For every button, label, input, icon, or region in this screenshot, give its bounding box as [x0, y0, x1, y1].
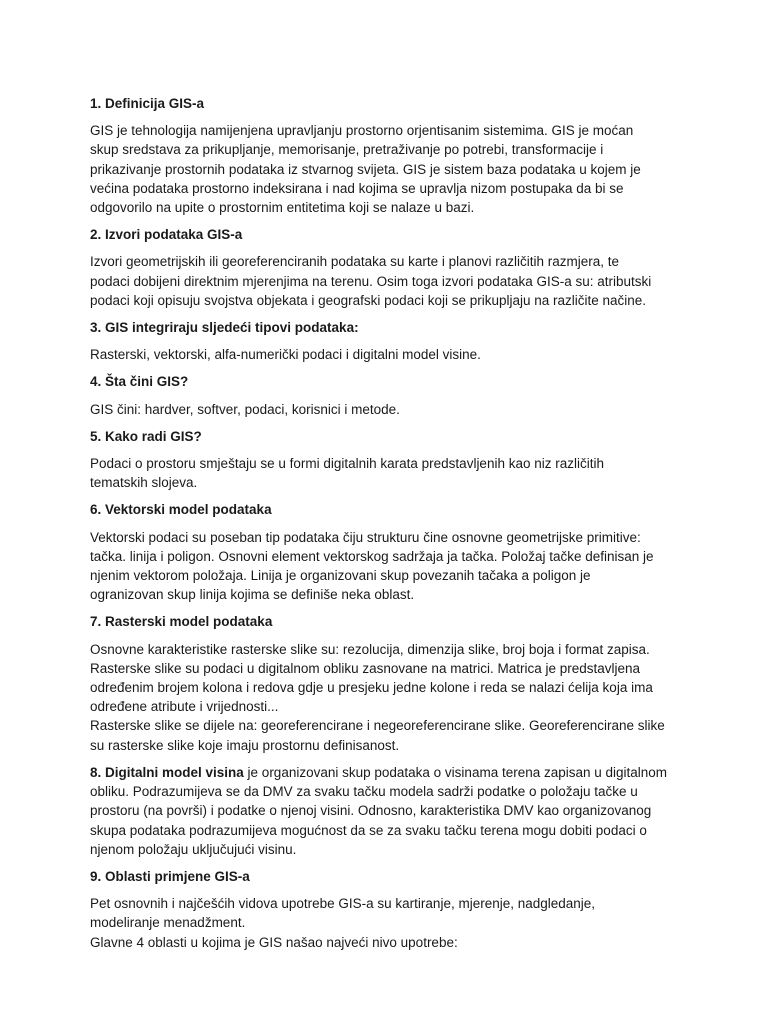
paragraph-text: je organizovani skup podataka o visinama terena zapisan u digitalnom: [243, 764, 668, 780]
paragraph-line: Vektorski podaci su poseban tip podataka čiju strukturu čine osnovne geometrijske primitive:: [90, 529, 641, 545]
section-paragraph: [90, 894, 690, 952]
paragraph-line: Osnovne karakteristike rasterske slike su: rezolucija, dimenzija slike, broj boja i format zapisa.: [90, 641, 650, 657]
paragraph-line: tematskih slojeva.: [90, 475, 198, 491]
section-heading: 4. Šta čini GIS?: [90, 374, 189, 390]
paragraph-line: skupa podataka podrazumijeva mogućnost da se za svaku tačku terena mogu dobiti podaci o: [90, 822, 647, 838]
section-heading: 7. Rasterski model podataka: [90, 614, 273, 630]
paragraph-line: određenim brojem kolona i redova gdje u presjeku jedne kolone i reda se nalazi ćelija koja ima: [90, 680, 653, 696]
paragraph-line: [90, 763, 690, 782]
paragraph-line: skup sredstava za prikupljanje, memorisanje, pretraživanje po potrebi, transformacije i: [90, 142, 604, 158]
section-paragraph: [90, 528, 690, 605]
paragraph-line: odgovorilo na upite o prostornim entitetima koji se nalaze u bazi.: [90, 200, 475, 216]
section-paragraph: [90, 121, 690, 217]
paragraph-line: podaci koji opisuju svojstva objekata i geografski podaci koji se prikupljaju na različite načine.: [90, 292, 647, 308]
paragraph-line: Rasterske slike se dijele na: georeferencirane i negeoreferencirane slike. Georeferencirane slike: [90, 718, 665, 734]
section-paragraph: [90, 345, 690, 364]
paragraph-line: prostoru (na površi) i podatke o njenoj visini. Odnosno, karakteristika DMV kao organizovanog: [90, 803, 652, 819]
paragraph-line: Izvori geometrijskih ili georeferenciranih podataka su karte i planovi različitih razmjera, te: [90, 254, 619, 270]
paragraph-line: podaci dobijeni direktnim mjerenjima na terenu. Osim toga izvori podataka GIS-a su: atributski: [90, 273, 652, 289]
section-heading: 5. Kako radi GIS?: [90, 428, 202, 444]
section-heading: 6. Vektorski model podataka: [90, 502, 272, 518]
paragraph-line: određene atribute i vrijednosti...: [90, 699, 279, 715]
section-paragraph: [90, 640, 690, 755]
section-paragraph: [90, 400, 690, 419]
paragraph-line: tačka. linija i poligon. Osnovni element vektorskog sadržaja ja tačka. Položaj tačke definisan je: [90, 548, 654, 564]
paragraph-line: Pet osnovnih i najčešćih vidova upotrebe GIS-a su kartiranje, mjerenje, nadgledanje,: [90, 896, 596, 912]
paragraph-line: su rasterske slike koje imaju prostornu definisanost.: [90, 737, 400, 753]
section-paragraph: [90, 454, 690, 492]
paragraph-line: Glavne 4 oblasti u kojima je GIS našao najveći nivo upotrebe:: [90, 934, 458, 950]
section-heading: 1. Definicija GIS-a: [90, 96, 205, 111]
section-heading: 2. Izvori podataka GIS-a: [90, 227, 243, 243]
paragraph-line: prikazivanje prostornih podataka iz stvarnog svijeta. GIS je sistem baza podataka u kojem je: [90, 161, 641, 177]
paragraph-line: Rasterski, vektorski, alfa-numerički podaci i digitalni model visine.: [90, 347, 481, 363]
paragraph-line: Rasterske slike su podaci u digitalnom obliku zasnovane na matrici. Matrica je predstavljena: [90, 660, 641, 676]
document-page: [90, 94, 690, 960]
paragraph-line: njenom položaju uključujući visinu.: [90, 841, 297, 857]
paragraph-line: većina podataka prostorno indeksirana i nad kojima se upravlja nizom postupaka da bi se: [90, 180, 624, 196]
section-paragraph: [90, 252, 690, 310]
paragraph-line: GIS čini: hardver, softver, podaci, korisnici i metode.: [90, 401, 400, 417]
section-heading: 3. GIS integriraju sljedeći tipovi podataka:: [90, 320, 359, 336]
paragraph-line: Podaci o prostoru smještaju se u formi digitalnih karata predstavljenih kao niz različitih: [90, 456, 604, 472]
section-heading: 9. Oblasti primjene GIS-a: [90, 868, 250, 884]
paragraph-line: GIS je tehnologija namijenjena upravljanju prostorno orjentisanim sistemima. GIS je moćan: [90, 123, 634, 139]
paragraph-line: njenim vektorom položaja. Linija je organizovani skup povezanih tačaka a poligon je: [90, 568, 591, 584]
paragraph-line: ogranizovan skup linija kojima se definiše neka oblast.: [90, 587, 415, 603]
paragraph-line: modeliranje menadžment.: [90, 915, 246, 931]
section-heading: 8. Digitalni model visina: [90, 764, 244, 780]
paragraph-line: obliku. Podrazumijeva se da DMV za svaku tačku modela sadrži podatke o položaju tačke u: [90, 784, 638, 800]
section-paragraph: [90, 763, 690, 859]
